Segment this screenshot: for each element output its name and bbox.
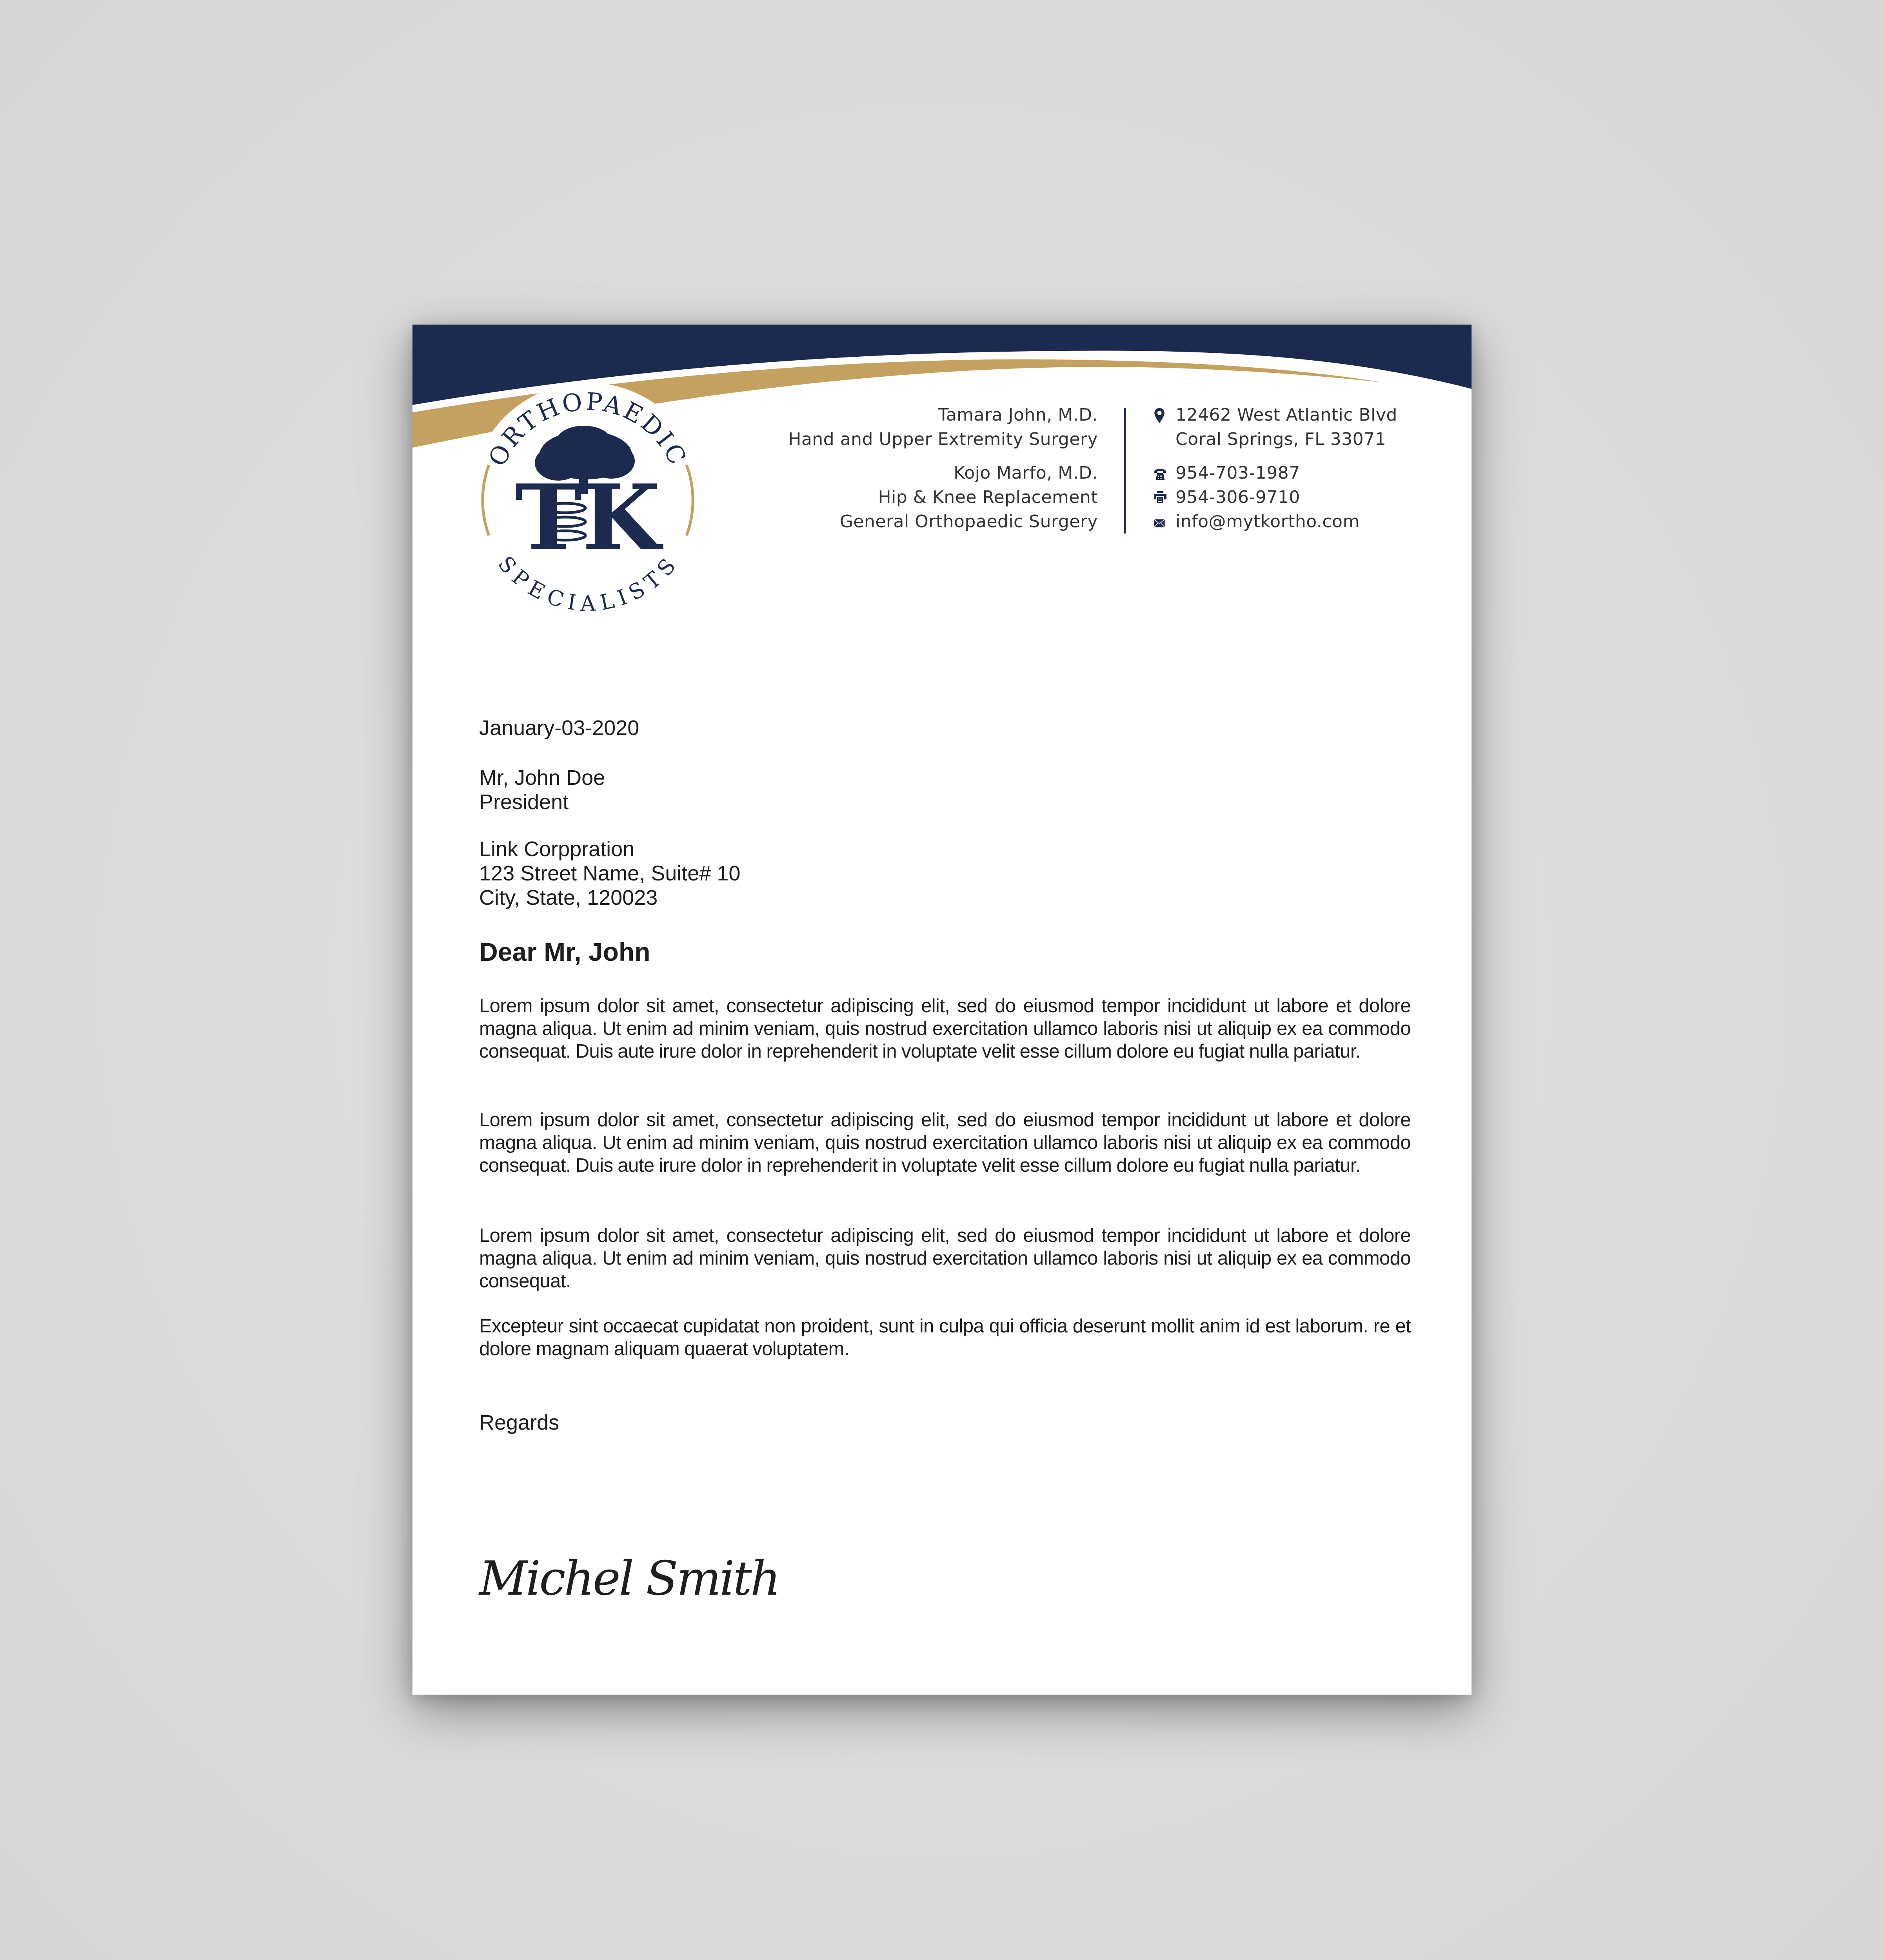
map-pin-icon <box>1154 408 1165 423</box>
telephone-icon <box>1154 467 1167 481</box>
paragraph: Lorem ipsum dolor sit amet, consectetur adipiscing elit, sed do eiusmod tempor incididunt ut labore et dolore magna aliqua. Ut enim ad minim veniam, quis nostrud exercitation ullamco laboris nisi ut aliquip ex ea commodo consequat. Duis aute irure dolor in reprehenderit in voluptate velit esse cillum dolore eu fugiat nulla pariatur. <box>479 995 1411 1062</box>
address-line <box>1154 403 1459 427</box>
contact-info <box>1154 403 1459 534</box>
salutation: Dear Mr, John <box>479 937 650 966</box>
letter-date: January-03-2020 <box>479 716 640 740</box>
paragraph: Lorem ipsum dolor sit amet, consectetur adipiscing elit, sed do eiusmod tempor incididunt ut labore et dolore magna aliqua. Ut enim ad minim veniam, quis nostrud exercitation ullamco laboris nisi ut aliquip ex ea commodo consequat. <box>479 1225 1411 1292</box>
recipient-name: Mr, John Doe <box>479 766 605 789</box>
doctors-list <box>627 403 1098 534</box>
fax-number: 954-306-9710 <box>1175 487 1300 507</box>
signature: Michel Smith <box>479 1552 779 1606</box>
email-row[interactable] <box>1154 510 1459 534</box>
logo-arc-top-text: ORTHOPAEDIC <box>482 387 693 471</box>
fax-row[interactable] <box>1154 485 1459 510</box>
letterhead-page <box>412 325 1472 1695</box>
logo-arc-bottom-text: SPECIALISTS <box>493 551 683 616</box>
doctor-specialty: General Orthopaedic Surgery <box>839 512 1098 532</box>
company-city: City, State, 120023 <box>479 886 658 909</box>
company-name: Link Corppration <box>479 837 635 861</box>
closing: Regards <box>479 1411 560 1434</box>
company-street: 123 Street Name, Suite# 10 <box>479 862 741 885</box>
doctor-name: Kojo Marfo, M.D. <box>954 463 1098 483</box>
doctor-specialty: Hand and Upper Extremity Surgery <box>788 429 1098 449</box>
address-line <box>1154 427 1459 452</box>
email-link[interactable]: info@mytkortho.com <box>1175 512 1360 532</box>
paragraph: Excepteur sint occaecat cupidatat non proident, sunt in culpa qui officia deserunt mollit anim id est laborum. re et dolore magnam aliquam quaerat voluptatem. <box>479 1316 1411 1359</box>
address-line2: Coral Springs, FL 33071 <box>1175 429 1386 449</box>
recipient-title: President <box>479 790 569 814</box>
phone-number: 954-703-1987 <box>1175 463 1300 483</box>
logo-monogram: TK <box>515 465 661 571</box>
envelope-icon <box>1154 519 1165 528</box>
paragraph: Lorem ipsum dolor sit amet, consectetur adipiscing elit, sed do eiusmod tempor incididunt ut labore et dolore magna aliqua. Ut enim ad minim veniam, quis nostrud exercitation ullamco laboris nisi ut aliquip ex ea commodo consequat. Duis aute irure dolor in reprehenderit in voluptate velit esse cillum dolore eu fugiat nulla pariatur. <box>479 1109 1411 1176</box>
phone-row[interactable] <box>1154 461 1459 485</box>
doctor-name: Tamara John, M.D. <box>938 405 1098 425</box>
fax-icon <box>1154 491 1167 504</box>
doctor-specialty: Hip & Knee Replacement <box>878 487 1098 507</box>
logo-ring-left <box>483 465 489 535</box>
address-line1: 12462 West Atlantic Blvd <box>1175 405 1397 425</box>
header-divider <box>1124 408 1126 534</box>
